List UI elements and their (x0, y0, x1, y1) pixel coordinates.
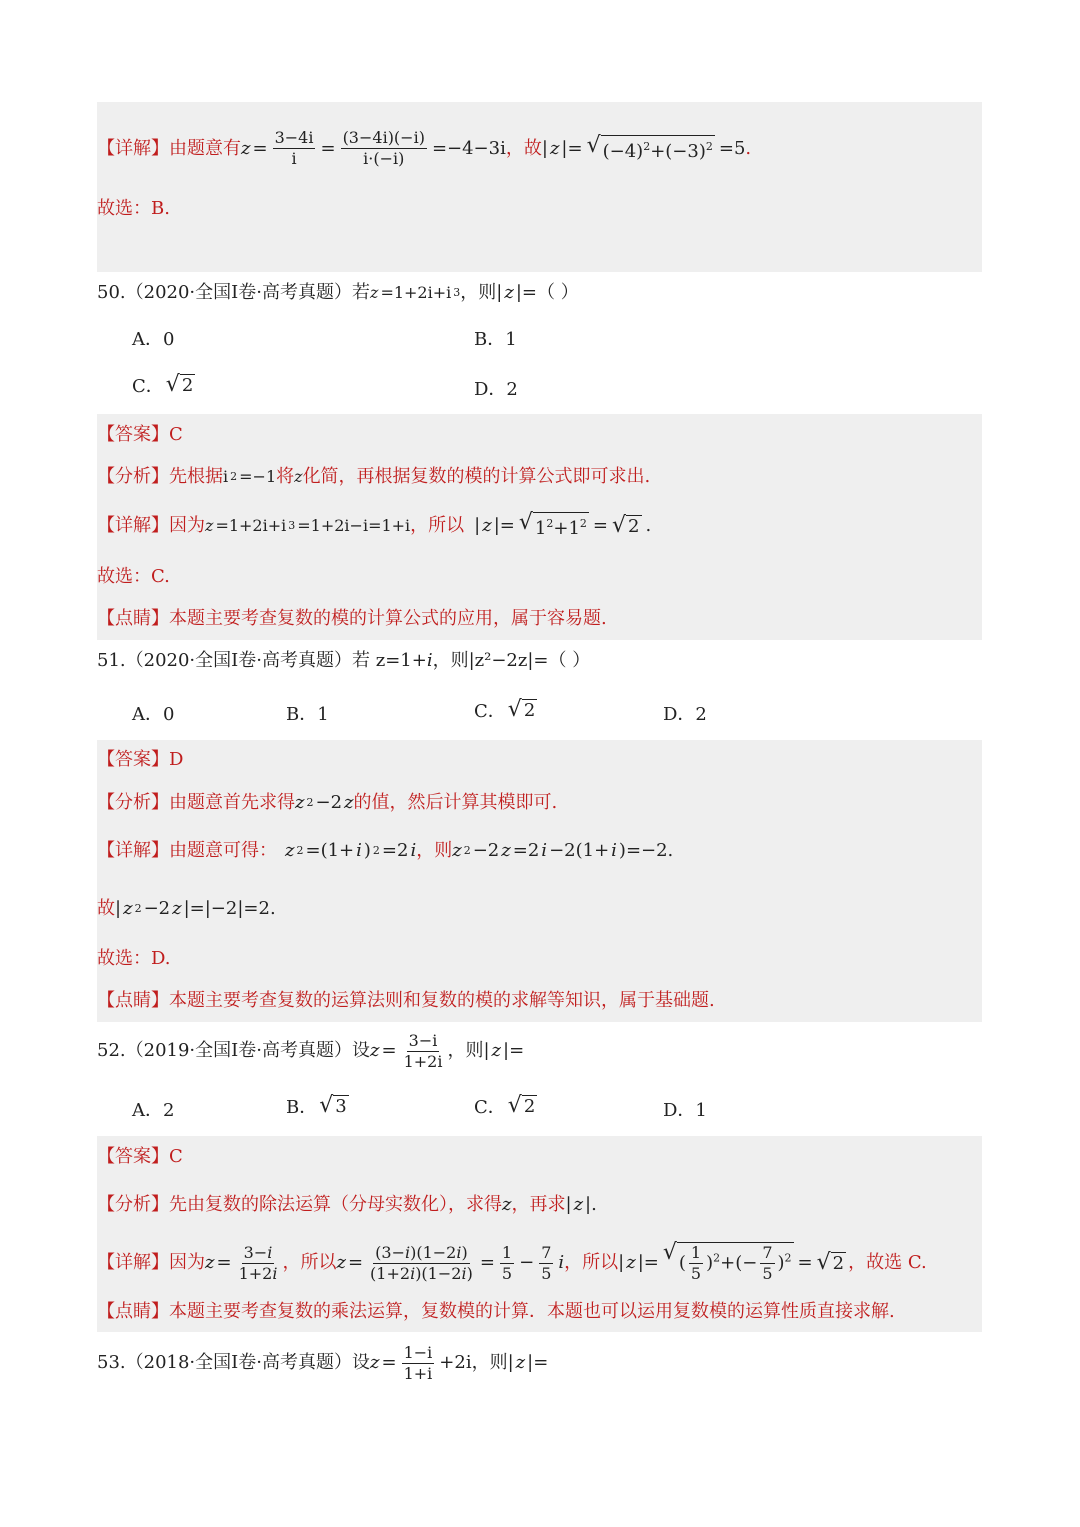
q51-detail-mid: ，则 (416, 840, 453, 861)
q50-choose: 故选：C. (97, 566, 170, 587)
q52-option-c-label: C． (474, 1097, 506, 1118)
q51-analysis-tag: 【分析】 (97, 792, 169, 813)
q50-analysis-pre: 先根据 (169, 466, 223, 487)
q51-stem-text: 51.（2020·全国Ⅰ卷·高考真题）若 z=1+ (97, 650, 427, 671)
detail-line-top: 【详解】 由题意有 z = $\frac{3-4i}{i}$ = $\frac{(3-4i)(-i)}{i\cdot(-i)}$ =−4−3i ，故 | z |= √ $(-4)^2+(-3)^2$ =5 . (97, 128, 752, 168)
q51-analysis-post: 的值，然后计算其模即可. (353, 792, 558, 813)
q52-detail-tag: 【详解】 (97, 1252, 169, 1273)
q52-stem-text: 52.（2019·全国Ⅰ卷·高考真题）设 (97, 1040, 370, 1061)
q52-answer: 【答案】C (97, 1146, 183, 1167)
gu-text: ，故 (505, 137, 542, 159)
q51-detail-pre: 由题意可得： (169, 840, 277, 861)
q52-option-a: A．2 (132, 1100, 175, 1121)
q51-option-b: B．1 (286, 704, 329, 725)
detail-tag: 【详解】 (97, 137, 169, 159)
q50-detail: 【详解】 因为 z =1+2i+i 3 =1+2i−i=1+i ，所以 | z |= √ $1^2+1^2$ = √ 2 . (97, 510, 652, 539)
q50-stem (97, 280, 579, 306)
q52-detail-mid: ，所以 (282, 1252, 337, 1273)
q52-after: ，则 (447, 1040, 484, 1061)
q52-analysis: 【分析】 先由复数的除法运算（分母实数化），求得 z ，再求 | z |. (97, 1192, 597, 1218)
q50-detail-mid: ，所以 (410, 515, 465, 536)
q50-analysis: 【分析】 先根据 i 2 =−1 将 z 化简，再根据复数的模的计算公式即可求出. (97, 464, 650, 490)
q51-detail-tag: 【详解】 (97, 840, 169, 861)
q50-modulus: | z |= (496, 282, 537, 303)
formula-modulus-top: | z |= √ $(-4)^2+(-3)^2$ =5 (541, 132, 746, 162)
q50-answer: 【答案】C (97, 424, 183, 445)
q51-stem-post: ，则|z²−2z|=（ ） (432, 650, 591, 671)
q52-analysis-post: ，再求 (511, 1194, 566, 1215)
q52-detail: 【详解】 因为 z = $\frac{3-i}{1+2i}$ ，所以 z = $\frac{(3-i)(1-2i)}{(1+2i)(1-2i)}$ = $\frac{1}{5}$ − $\frac{7}{5}$ i ，所以 | z |= √ ( $\frac{1}{5}$ )$^2$+(− $\frac{7}{5}$ )$^2$ = √ 2 ，故选 C. (97, 1240, 927, 1283)
q51-option-d: D．2 (663, 704, 707, 725)
q52-detail-mid2: ，所以 (564, 1252, 619, 1273)
q52-analysis-tag: 【分析】 (97, 1194, 169, 1215)
formula-z-top: z = $\frac{3-4i}{i}$ = $\frac{(3-4i)(-i)}{i\cdot(-i)}$ =−4−3i (241, 128, 506, 168)
q50-option-c-label: C． (132, 376, 164, 397)
solution-box-q51 (97, 740, 982, 1022)
q52-detail-pre: 因为 (169, 1252, 205, 1273)
q51-option-a: A．0 (132, 704, 175, 725)
q53-stem: 53.（2018·全国Ⅰ卷·高考真题）设 z = $\frac{1-i}{1+i}$ +2i ，则 | z |= (97, 1342, 549, 1383)
q51-analysis-pre: 由题意首先求得 (169, 792, 295, 813)
q50-option-a: A．0 (132, 329, 175, 350)
q51-gu-text: 故 (97, 898, 115, 919)
q52-option-b: B． √ 3 (286, 1092, 347, 1118)
q51-choose: 故选：D. (97, 948, 171, 969)
q52-stem: 52.（2019·全国Ⅰ卷·高考真题）设 z = $\frac{3-i}{1+2i}$ ，则 | z |= (97, 1030, 525, 1071)
q51-stem-i: i (426, 650, 433, 671)
q52-option-c: C． √ 2 (474, 1092, 536, 1118)
q51-detail: 【详解】 由题意可得： z 2 =(1+ i ) 2 =2 i ，则 z 2 −2 z =2 i −2(1+ i )=−2. (97, 838, 673, 864)
q51-comment: 【点睛】本题主要考查复数的运算法则和复数的模的求解等知识，属于基础题. (97, 990, 715, 1011)
choose-top: 故选：B. (97, 198, 170, 219)
q50-formula: z =1+2i+i 3 (370, 283, 461, 302)
q50-after: ，则 (460, 282, 497, 303)
q53-after: ，则 (471, 1352, 508, 1373)
q52-analysis-pre: 先由复数的除法运算（分母实数化），求得 (169, 1194, 502, 1215)
q50-blank: （ ） (536, 282, 579, 303)
q51-answer: 【答案】D (97, 749, 184, 770)
q50-option-b: B．1 (474, 329, 517, 350)
q50-comment: 【点睛】本题主要考查复数的模的计算公式的应用，属于容易题. (97, 608, 607, 629)
q53-stem-text: 53.（2018·全国Ⅰ卷·高考真题）设 (97, 1352, 370, 1373)
q50-detail-tag: 【详解】 (97, 515, 169, 536)
q50-option-c: C． √ 2 (132, 371, 194, 397)
q51-gu: 故 | z 2 −2 z |=|−2|=2. (97, 896, 276, 922)
q50-analysis-mid: 将 (276, 466, 295, 487)
q52-option-d: D．1 (663, 1100, 707, 1121)
q51-stem (97, 648, 590, 674)
q50-analysis-tag: 【分析】 (97, 466, 169, 487)
detail-text: 由题意有 (169, 137, 241, 159)
q52-option-b-label: B． (286, 1097, 318, 1118)
q50-detail-pre: 因为 (169, 515, 205, 536)
q50-stem-text: 50.（2020·全国Ⅰ卷·高考真题）若 (97, 282, 370, 303)
q50-option-d: D．2 (474, 379, 518, 400)
q52-comment: 【点睛】本题主要考查复数的乘法运算，复数模的计算．本题也可以运用复数模的运算性质直接求解. (97, 1301, 895, 1322)
q51-analysis: 【分析】 由题意首先求得 z 2 −2 z 的值，然后计算其模即可. (97, 790, 557, 816)
q50-analysis-post: 化简，再根据复数的模的计算公式即可求出. (302, 466, 651, 487)
q52-detail-post: ，故选 C. (848, 1252, 927, 1273)
q51-option-c-label: C． (474, 701, 506, 722)
q51-option-c: C． √ 2 (474, 696, 536, 722)
